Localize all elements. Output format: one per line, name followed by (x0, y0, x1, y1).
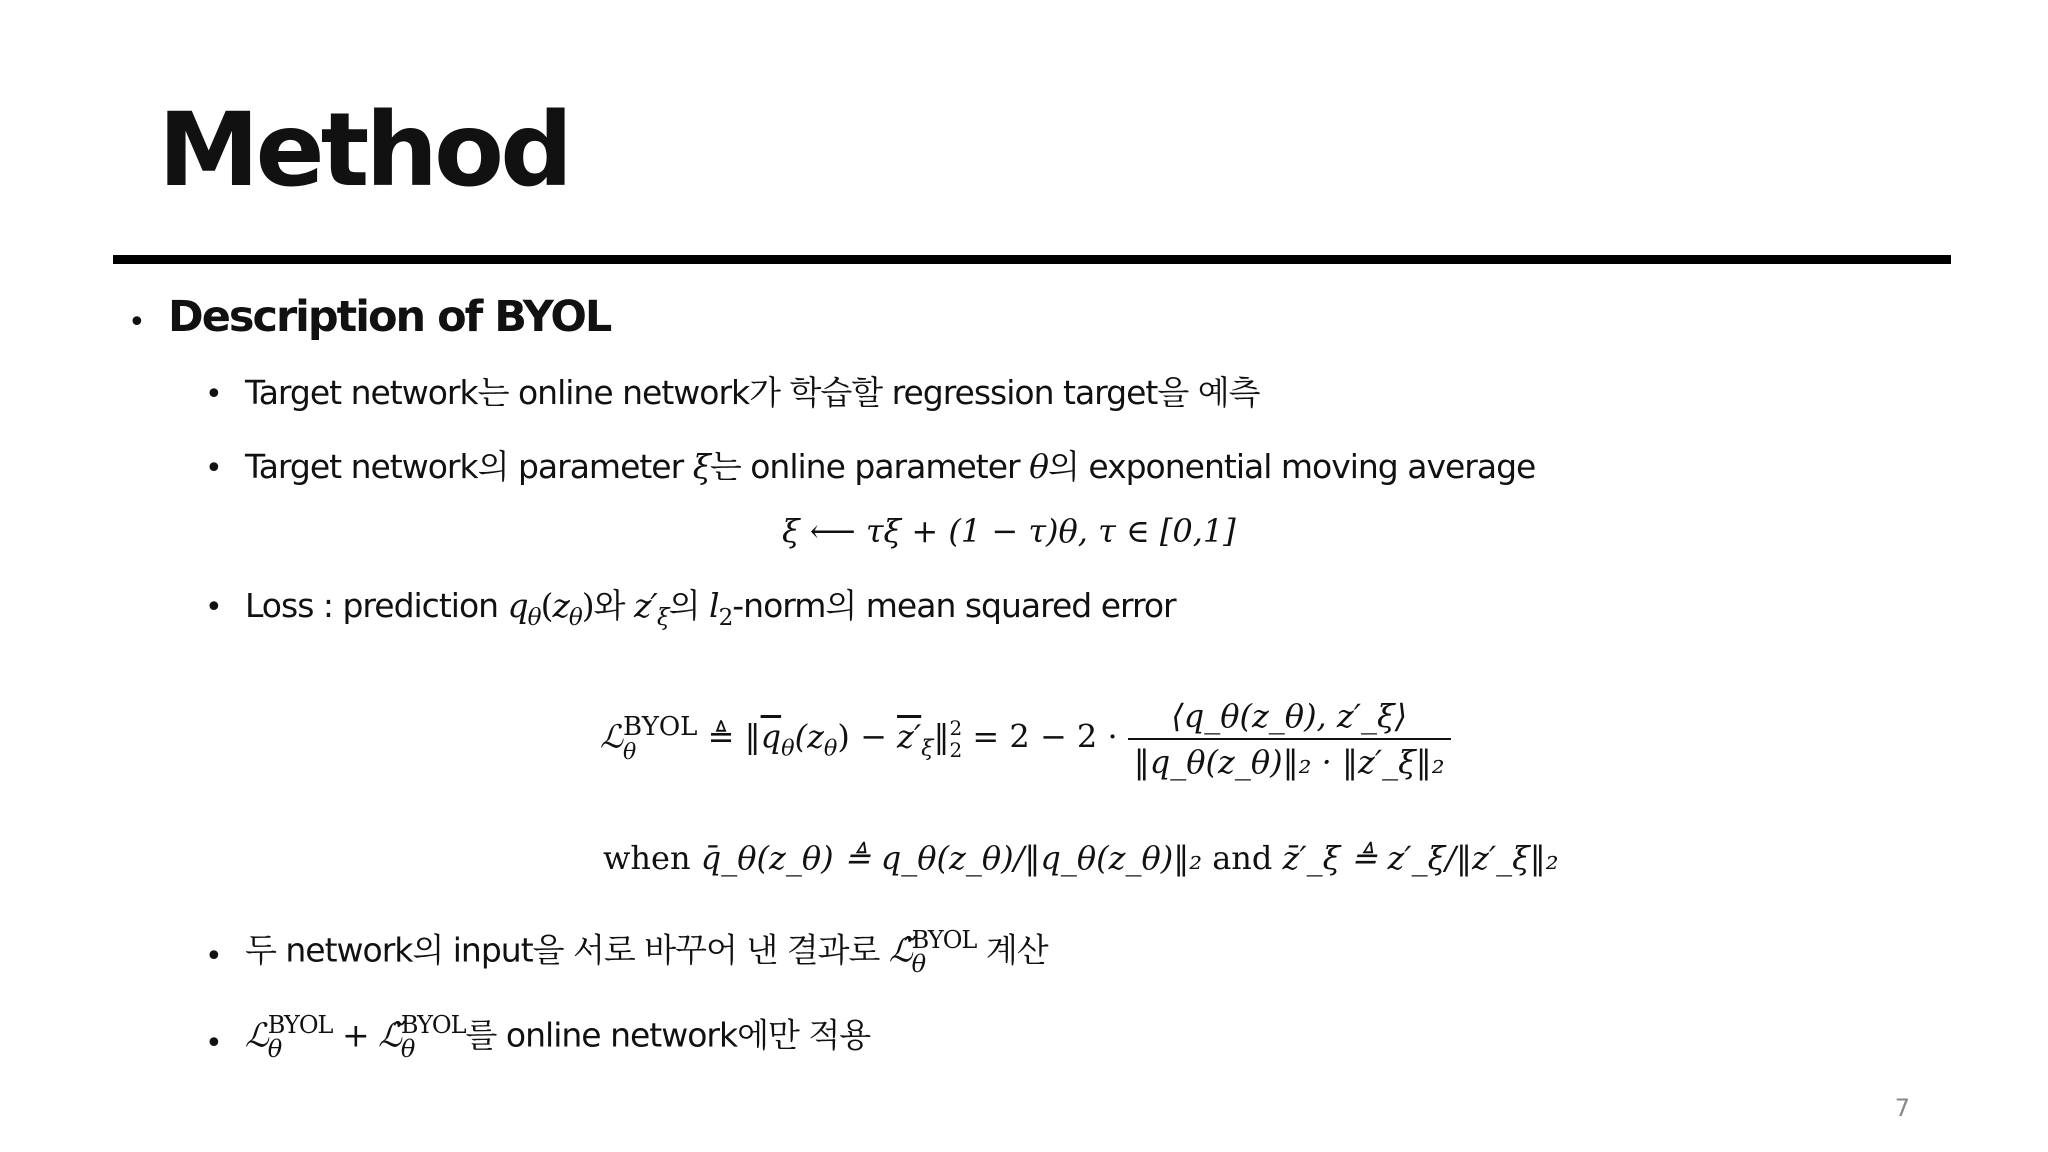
loss-superscript: BYOL (623, 711, 698, 742)
bullet-loss-text-1: Loss : prediction (245, 586, 508, 625)
L-subscript: θ (267, 1035, 282, 1063)
bullet-dot: • (205, 1026, 223, 1061)
qbar-subscript: θ (781, 735, 795, 762)
zbar-definition: z̄′_ξ ≜ z′_ξ/‖z′_ξ‖₂ (1282, 839, 1559, 877)
zbar-subscript: ξ (921, 735, 934, 762)
bullet-target-network: Target network는 online network가 학습할 regression target을 예측 (245, 373, 1260, 412)
bullet-loss-text-4: -norm의 mean squared error (732, 586, 1176, 625)
bullet-swap (245, 928, 1048, 976)
paren-close: ) (581, 586, 594, 625)
bullet-loss-text-3: 의 (668, 586, 709, 625)
L-superscript: BYOL (267, 1011, 333, 1039)
when-word: when (603, 839, 701, 877)
symbol-q: q (507, 586, 528, 625)
bullet-dot: • (128, 305, 146, 340)
bullet-ema-text-3: 의 exponential moving average (1047, 447, 1536, 486)
subscript-xi: ξ (656, 605, 669, 632)
fraction-numerator: ⟨q_θ(z_θ), z′_ξ⟩ (1128, 700, 1451, 740)
and-word: and (1202, 839, 1283, 877)
loss-subscript: θ (623, 740, 637, 766)
bullet-swap-text-1: 두 network의 input을 서로 바꾸어 낸 결과로 (245, 930, 889, 970)
bullet-ema (245, 447, 1535, 487)
page-number: 7 (1894, 1094, 1910, 1122)
loss-def-symbol: ≜ ‖ (697, 717, 761, 756)
bullet-apply (245, 1013, 870, 1061)
title-divider (113, 255, 1951, 264)
symbol-L: ℒ (245, 1015, 268, 1055)
subscript-2: 2 (718, 605, 733, 632)
loss-equation (600, 697, 1451, 781)
bullet-dot: • (205, 377, 223, 412)
ema-equation: ξ ⟵ τξ + (1 − τ)θ, τ ∈ [0,1] (782, 512, 1236, 550)
paren-open: ( (540, 586, 553, 625)
bullet-dot: • (205, 939, 223, 974)
norm-subscript: 2 (949, 738, 963, 762)
subscript-theta: θ (568, 605, 582, 632)
symbol-xi: ξ (692, 447, 710, 486)
bullet-ema-text-2: 는 online parameter (709, 447, 1030, 486)
L-tilde-superscript: BYOL (911, 926, 977, 954)
loss-equals: = 2 − 2 · (962, 717, 1128, 756)
qbar: $\overline{q}$ (760, 717, 782, 756)
symbol-z-prime: z′ (634, 586, 657, 625)
bullet-dot: • (205, 451, 223, 486)
bullet-ema-text-1: Target network의 parameter (245, 447, 693, 486)
L-tilde-superscript: BYOL (400, 1011, 466, 1039)
bullet-dot: • (205, 590, 223, 625)
symbol-L-tilde: ℒ̃ (888, 930, 912, 970)
symbol-z: z (552, 586, 569, 625)
normalization-equation (603, 839, 1559, 877)
section-heading: Description of BYOL (168, 292, 611, 342)
qbar-definition: q̄_θ(z_θ) ≜ q_θ(z_θ)/‖q_θ(z_θ)‖₂ (700, 839, 1203, 877)
qbar-arg: (z (794, 717, 824, 756)
zbar: z′ (897, 717, 922, 756)
L-tilde-subscript: θ (400, 1035, 415, 1063)
plus-sign: + (332, 1015, 379, 1055)
subscript-theta: θ (527, 605, 541, 632)
bullet-swap-text-2: 계산 (976, 930, 1048, 970)
loss-minus: ) − (837, 717, 898, 756)
bullet-loss (245, 586, 1176, 633)
norm-close: ‖ (933, 717, 950, 756)
loss-fraction (1128, 697, 1451, 781)
L-tilde-subscript: θ (911, 950, 926, 978)
loss-symbol: ℒ (600, 717, 624, 756)
fraction-denominator: ‖q_θ(z_θ)‖₂ · ‖z′_ξ‖₂ (1133, 743, 1445, 781)
qbar-arg-subscript: θ (823, 735, 838, 762)
symbol-l: l (709, 586, 719, 625)
symbol-L-tilde: ℒ̃ (378, 1015, 401, 1055)
symbol-theta: θ (1029, 447, 1048, 486)
bullet-apply-text: 를 online network에만 적용 (465, 1015, 871, 1055)
norm-superscript: 2 (949, 716, 963, 740)
bullet-loss-text-2: 와 (593, 586, 634, 625)
slide-title: Method (158, 91, 570, 210)
